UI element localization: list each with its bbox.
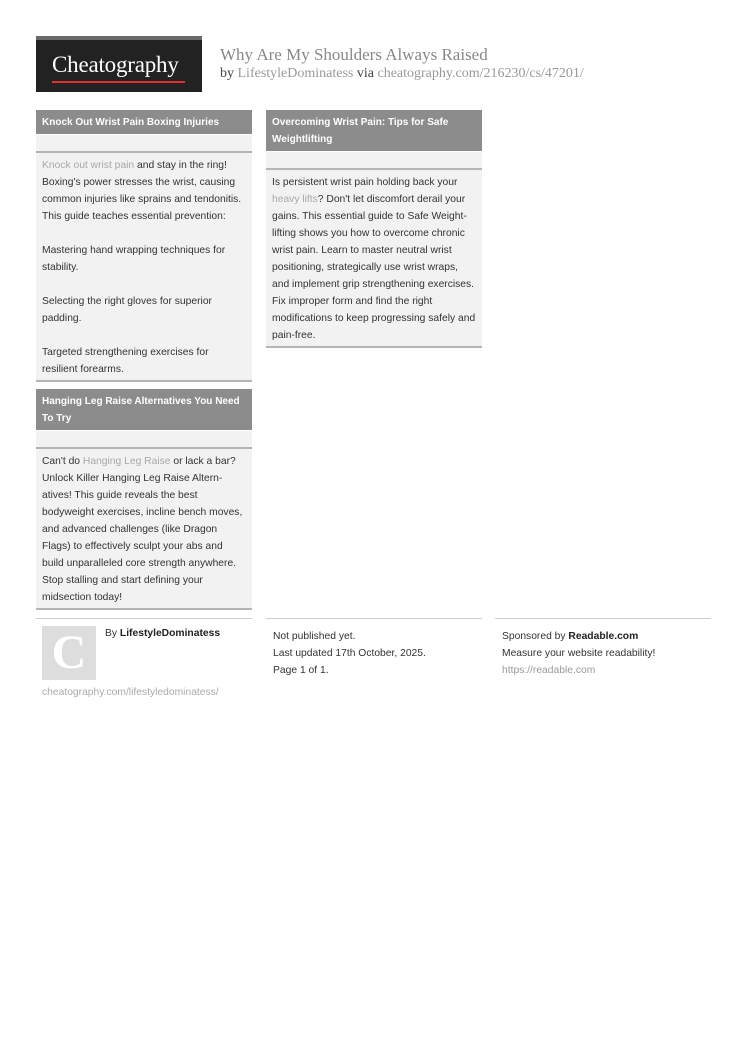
logo-underline [52,81,185,83]
published-status: Not published yet. [273,631,356,642]
section-overcoming-wrist-pain [266,110,482,348]
footer-divider [266,618,482,619]
section-gap [36,430,252,447]
page-count: Page 1 of 1. [273,665,329,676]
footer-divider [36,618,252,619]
by-word: by [220,66,234,81]
footer-divider [495,618,711,619]
section-text: Selecting the right gloves for superior padding. [42,296,212,324]
cheatography-logo[interactable] [36,36,202,92]
sponsor-url-link[interactable]: https://readable.com [502,665,596,676]
section-title: Hanging Leg Raise Alternatives You Need To Try [36,389,252,430]
section-text: Mastering hand wrapping techniques for stability. [42,245,226,273]
sponsor-link[interactable]: Readable.com [568,631,639,642]
section-hanging-leg-raise [36,389,252,610]
byline [220,66,584,82]
section-text: Targeted strengthening exercises for resilient forearms. [42,347,209,375]
logo-text: Cheatography [52,52,179,77]
publish-info [273,628,426,679]
section-body [266,168,482,348]
footer-author [105,628,220,639]
sponsor-line: Sponsored by Readable.com [502,631,639,642]
section-knock-out-wrist-pain [36,110,252,382]
sheet-url-link[interactable]: cheatography.com/216230/cs/47201/ [377,66,584,81]
section-gap [266,151,482,168]
sponsor-tagline: Measure your website readability! [502,648,656,659]
page-title: Why Are My Shoulders Always Raised [220,45,488,64]
section-text: and stay in the ring! Boxing's power stresses the wrist, causing common injuries like sprains and tendonitis. This guide teaches essential prevention: [42,160,242,222]
last-updated: Last updated 17th October, 2025. [273,648,426,659]
section-text: ? Don't let discomfort derail your gains. This essential guide to Safe Weightlifting shows you how to overcome chronic wrist pain. Learn to master neutral wrist positioning, strategically use wrist wraps, and implement grip strengthening exercises. Fix improper form and find the right modifications to keep progressing safely and pain-free. [272,194,476,341]
section-gap [36,134,252,151]
avatar-letter: C [51,626,87,679]
section-title: Overcoming Wrist Pain: Tips for Safe Weightlifting [266,110,482,151]
section-text: Is persistent wrist pain holding back your [272,177,458,188]
link-heavy-lifts[interactable]: heavy lifts [272,194,318,205]
section-text: Can't do [42,456,83,467]
link-knock-out-wrist-pain[interactable]: Knock out wrist pain [42,160,135,171]
section-text: or lack a bar? Unlock Killer Hanging Leg Raise Alternatives! This guide reveals the best bodyweight exercises, incline bench moves, and advanced challenges (like Dragon Flags) to effectively sculpt your abs and build unparalleled core strength anywhere. Stop stalling and start defining your midsection today! [42,456,243,603]
avatar[interactable] [42,626,96,680]
footer-author-link[interactable]: LifestyleDominatess [119,628,221,639]
author-profile-link[interactable]: cheatography.com/lifestyledominatess/ [42,687,219,698]
sponsor-info [502,628,655,679]
author-link[interactable]: LifestyleDominatess [237,66,354,81]
by-word: By [105,628,118,639]
section-title: Knock Out Wrist Pain Boxing Injuries [36,110,252,134]
link-hanging-leg-raise[interactable]: Hanging Leg Raise [82,456,171,467]
section-body [36,447,252,610]
via-word: via [356,66,374,81]
section-body [36,151,252,382]
